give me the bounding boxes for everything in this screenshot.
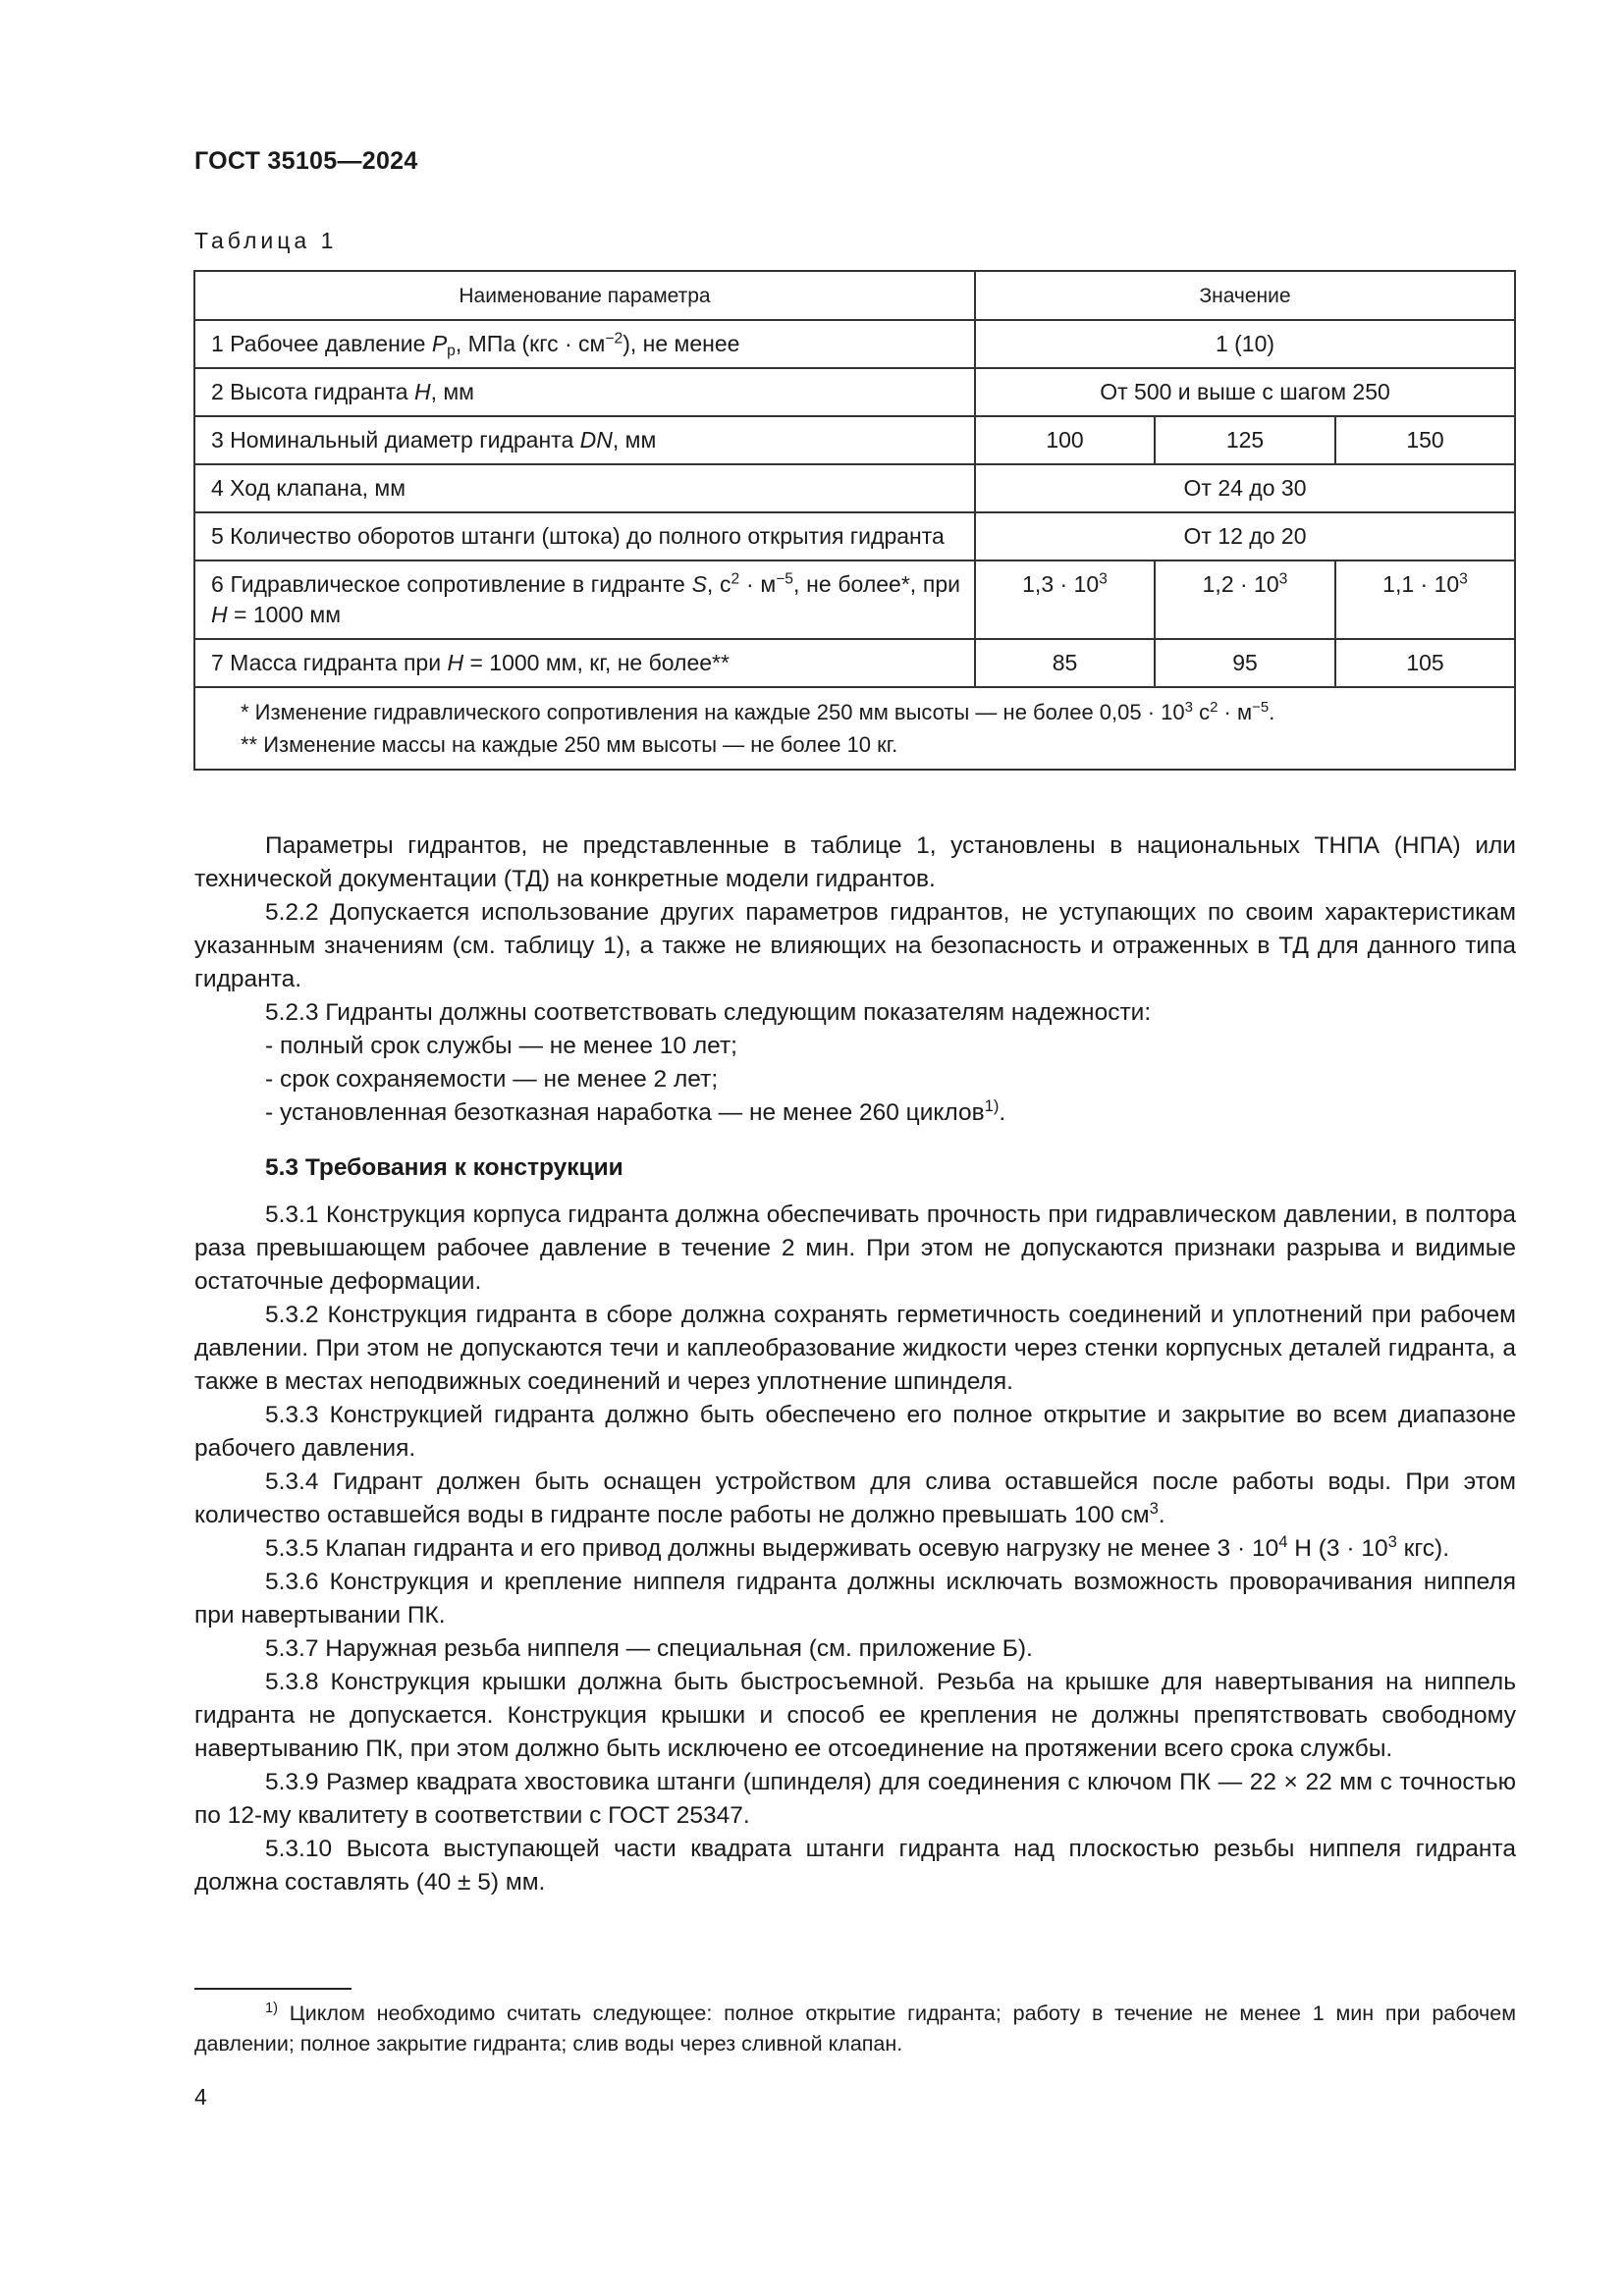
clause-5-3-3: 5.3.3 Конструкцией гидранта должно быть обеспечено его полное открытие и закрытие во всем диапазоне рабочего давления. <box>194 1402 1516 1462</box>
table-row <box>194 639 1515 687</box>
table-row <box>194 320 1515 368</box>
parameter-value: 100 <box>975 416 1155 464</box>
section-heading: 5.3 Требования к конструкции <box>265 1154 623 1181</box>
parameters-table <box>193 270 1516 771</box>
clause-5-3-6: 5.3.6 Конструкция и крепление ниппеля гидранта должны исключать возможность проворачивания ниппеля при навертывании ПК. <box>194 1569 1516 1629</box>
table-row <box>194 464 1515 512</box>
parameter-name: 3 Номинальный диаметр гидранта DN, мм <box>194 416 975 464</box>
clause-5-3-5: 5.3.5 Клапан гидранта и его привод должны выдерживать осевую нагрузку не менее $3 \cdot 10^4$ Н ($3 \cdot 10^3$ кгс). <box>265 1531 1449 1562</box>
parameter-value: От 12 до 20 <box>975 512 1515 561</box>
clause-5-3-2: 5.3.2 Конструкция гидранта в сборе должна сохранять герметичность соединений и уплотнений при рабочем давлении. При этом не допускаются течи и каплеобразование жидкости через стенки корпусных деталей гидранта, а также в местах неподвижных соединений и через уплотнение шпинделя. <box>194 1302 1516 1395</box>
document-code: ГОСТ 35105—2024 <box>194 147 418 175</box>
clause-5-3-7: 5.3.7 Наружная резьба ниппеля — специальная (см. приложение Б). <box>265 1635 1033 1662</box>
footnote: $^{1)}$ Циклом необходимо считать следующее: полное открытие гидранта; работу в течение не менее 1 мин при рабочем давлении; полное закрытие гидранта; слив воды через сливной клапан. <box>194 2000 1516 2056</box>
body-text <box>194 829 1516 1899</box>
table-notes-row <box>194 687 1515 770</box>
parameter-name: 6 Гидравлическое сопротивление в гидранте S, $с^2 \cdot м^{-5}$, не более*, при H = 1000 мм <box>194 561 975 639</box>
parameter-value: 150 <box>1335 416 1515 464</box>
clause-5-3-1: 5.3.1 Конструкция корпуса гидранта должна обеспечивать прочность при гидравлическом давлении, в полтора раза превышающем рабочее давление в течение 2 мин. При этом не допускаются признаки разрыва и видимые остаточные деформации. <box>194 1201 1516 1295</box>
parameter-name: 5 Количество оборотов штанги (штока) до полного открытия гидранта <box>194 512 975 561</box>
list-item: - установленная безотказная наработка — не менее 260 циклов$^{1)}$. <box>265 1095 1006 1126</box>
parameter-value: От 24 до 30 <box>975 464 1515 512</box>
clause-5-2-2: 5.2.2 Допускается использование других параметров гидрантов, не уступающих по своим характеристикам указанным значениям (см. таблицу 1), а также не влияющих на безопасность и отраженных в ТД для данного типа гидранта. <box>194 899 1516 992</box>
table-row <box>194 416 1515 464</box>
table-caption: Таблица 1 <box>194 228 338 253</box>
clause-5-3-8: 5.3.8 Конструкция крышки должна быть быстросъемной. Резьба на крышке для навертывания на ниппель гидранта не допускается. Конструкция крышки и способ ее крепления не должны препятствовать свободному навертыванию ПК, при этом должно быть исключено ее отсоединение на протяжении всего срока службы. <box>194 1669 1516 1762</box>
paragraph: Параметры гидрантов, не представленные в таблице 1, установлены в национальных ТНПА (НПА) или технической документации (ТД) на конкретные модели гидрантов. <box>194 832 1516 892</box>
table-note: ** Изменение массы на каждые 250 мм высоты — не более 10 кг. <box>241 732 898 757</box>
parameter-value: 85 <box>975 639 1155 687</box>
parameter-name: 7 Масса гидранта при H = 1000 мм, кг, не более** <box>194 639 975 687</box>
parameter-name: 2 Высота гидранта H, мм <box>194 368 975 416</box>
table-row <box>194 561 1515 639</box>
column-header-parameter: Наименование параметра <box>194 271 975 320</box>
parameter-value: 125 <box>1155 416 1335 464</box>
parameter-value: От 500 и выше с шагом 250 <box>975 368 1515 416</box>
page-number: 4 <box>194 2084 207 2109</box>
parameter-name: 1 Рабочее давление $P_р$, МПа $(кгс \cdot см^{-2})$, не менее <box>194 320 975 368</box>
parameter-value: $1,2 \cdot 10^3$ <box>1155 561 1335 639</box>
list-item: - срок сохраняемости — не менее 2 лет; <box>265 1066 719 1093</box>
list-item: - полный срок службы — не менее 10 лет; <box>265 1033 737 1059</box>
clause-5-3-4: 5.3.4 Гидрант должен быть оснащен устройством для слива оставшейся после работы воды. При этом количество оставшейся воды в гидранте после работы не должно превышать 100 $см^3$. <box>194 1468 1516 1528</box>
table-row <box>194 512 1515 561</box>
column-header-value: Значение <box>975 271 1515 320</box>
table-note: * Изменение гидравлического сопротивления на каждые 250 мм высоты — не более $0,05 \cdot 10^3$ $с^2 \cdot м^{-5}$. <box>241 698 1275 724</box>
parameter-value: $1,3 \cdot 10^3$ <box>975 561 1155 639</box>
parameter-value: 95 <box>1155 639 1335 687</box>
parameter-value: $1,1 \cdot 10^3$ <box>1335 561 1515 639</box>
clause-5-2-3: 5.2.3 Гидранты должны соответствовать следующим показателям надежности: <box>265 999 1152 1026</box>
footnote-divider <box>194 1988 352 1990</box>
table-header-row <box>194 271 1515 320</box>
clause-5-3-10: 5.3.10 Высота выступающей части квадрата штанги гидранта над плоскостью резьбы ниппеля гидранта должна составлять (40 ± 5) мм. <box>194 1836 1516 1896</box>
parameter-value: 1 (10) <box>975 320 1515 368</box>
parameter-value: 105 <box>1335 639 1515 687</box>
parameter-name: 4 Ход клапана, мм <box>194 464 975 512</box>
clause-5-3-9: 5.3.9 Размер квадрата хвостовика штанги (шпинделя) для соединения с ключом ПК — 22 × 22 мм с точностью по 12-му квалитету в соответствии с ГОСТ 25347. <box>194 1769 1516 1829</box>
table-row <box>194 368 1515 416</box>
table-notes <box>194 687 1515 770</box>
